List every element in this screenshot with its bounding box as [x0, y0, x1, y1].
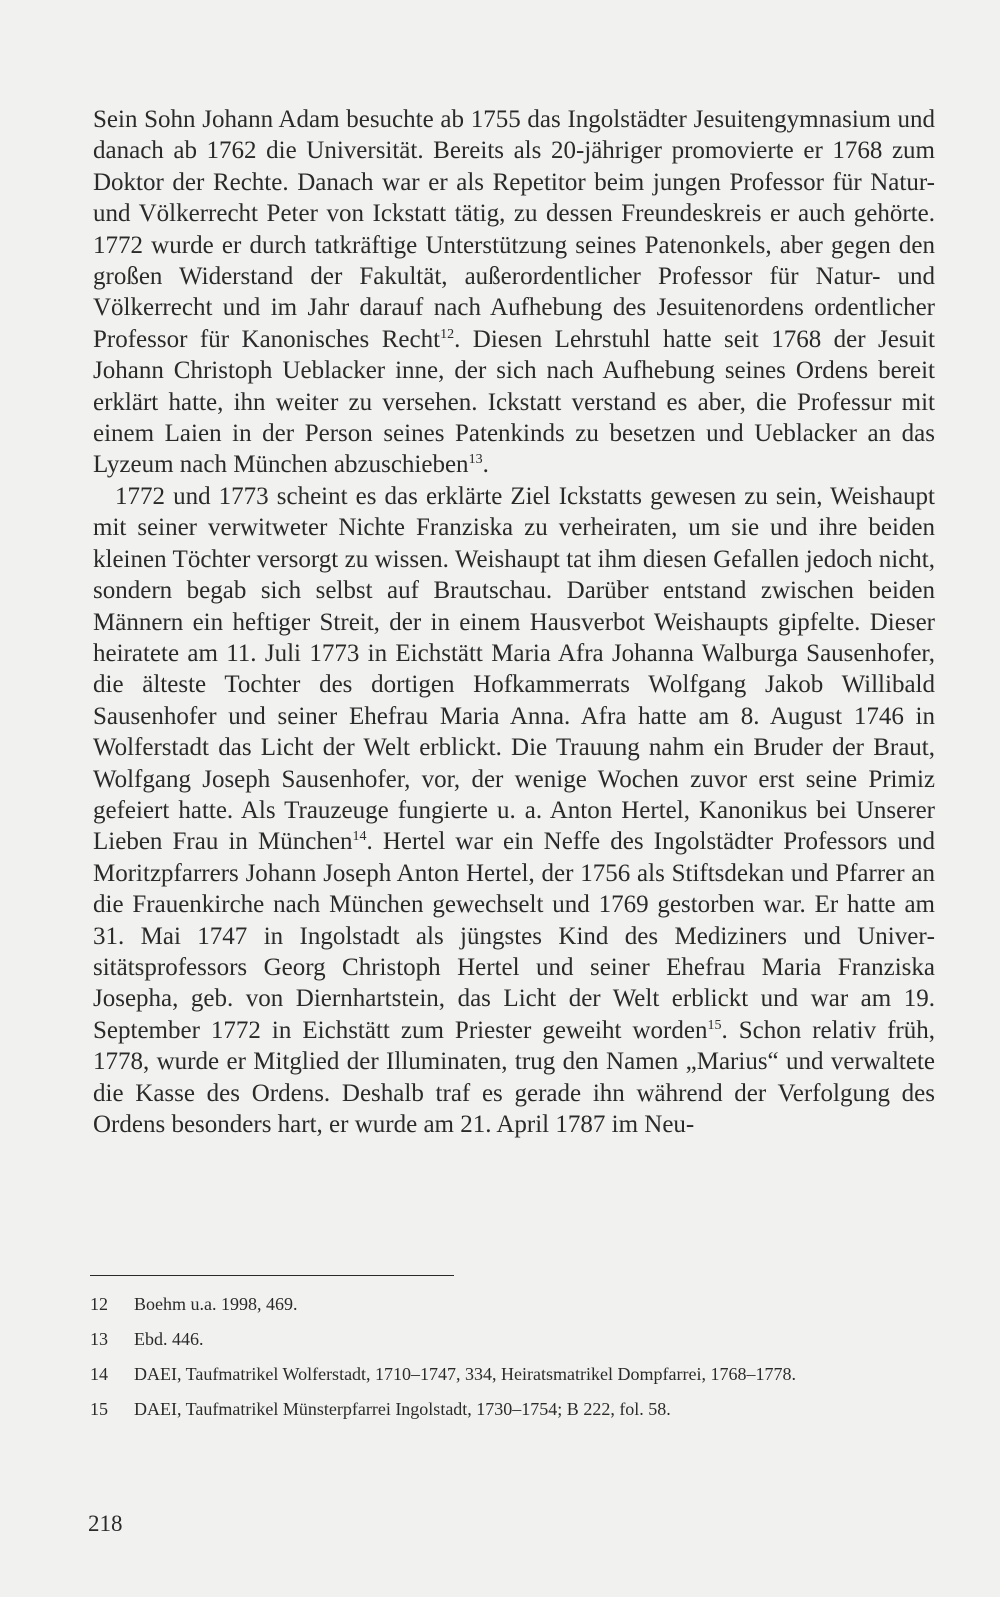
footnote-13	[90, 1328, 935, 1350]
footnote-ref-15: 15	[707, 1017, 722, 1033]
footnotes	[90, 1293, 935, 1433]
footnote-14	[90, 1363, 935, 1385]
footnote-ref-12: 12	[440, 326, 455, 342]
text-segment: 1772 und 1773 scheint es das erklärte Ziel Ickstatts gewesen zu sein, Weishaupt mit seiner verwitweter Nichte Franziska zu verheiraten, um sie und ihre beiden kleinen Töchter versorgt zu wissen. Weishaupt tat ihm diesen Gefallen jedoch nicht, sondern begab sich selbst auf Brautschau. Darüber entstand zwischen beiden Männern ein heftiger Streit, der in einem Hausverbot Weishaupts gipfelte. Dieser heiratete am 11. Juli 1773 in Eichstätt Maria Afra Johanna Walburga Sausenhofer, die älteste Tochter des dortigen Hofkammerrats Wolfgang Jakob Willibald Sausenhofer und seiner Ehefrau Maria Anna. Afra hatte am 8. August 1746 in Wolferstadt das Licht der Welt erblickt. Die Trauung nahm ein Bruder der Braut, Wolfgang Joseph Sausenhofer, vor, der wenige Wochen zuvor erst seine Primiz gefeiert hatte. Als Trauzeuge fungierte u. a. Anton Hertel, Kanonikus bei Unserer Lieben Frau in München	[93, 482, 935, 856]
footnote-number: 12	[90, 1294, 108, 1314]
footnote-text: DAEI, Taufmatrikel Wolferstadt, 1710–1747, 334, Heiratsmatrikel Dompfarrei, 1768–1778.	[134, 1364, 796, 1384]
paragraph-2	[93, 481, 935, 1141]
footnote-number: 14	[90, 1364, 108, 1384]
footnote-number: 15	[90, 1399, 108, 1419]
paragraph-1	[93, 104, 935, 481]
page-number: 218	[88, 1511, 123, 1536]
text-segment: Sein Sohn Johann Adam besuchte ab 1755 das Ingolstädter Jesuitengymnasium und danach ab 1762 die Universität. Bereits als 20-jähriger promovierte er 1768 zum Doktor der Rechte. Danach war er als Repetitor beim jungen Professor für Natur- und Völkerrecht Peter von Ickstatt tätig, zu dessen Freundeskreis er auch gehörte. 1772 wurde er durch tatkräftige Unterstützung seines Patenonkels, aber gegen den großen Widerstand der Fakultät, außerordentlicher Professor für Natur- und Völkerrecht und im Jahr darauf nach Aufhebung des Jesuitenordens ordentlicher Professor für Kanonisches Recht	[93, 106, 935, 353]
footnote-divider	[90, 1275, 454, 1276]
footnote-number: 13	[90, 1329, 108, 1349]
text-segment: . Schon relativ früh, 1778, wurde er Mitglied der Illuminaten, trug den Namen „Marius“ und verwaltete die Kasse des Ordens. Deshalb traf es gerade ihn während der Verfolgung des Ordens besonders hart, er wurde am 21. April 1787 im Neu-	[93, 1016, 935, 1138]
footnote-15	[90, 1398, 935, 1420]
footnote-text: Ebd. 446.	[134, 1329, 204, 1349]
footnote-12	[90, 1293, 935, 1315]
footnote-ref-13: 13	[468, 452, 483, 468]
footnote-text: DAEI, Taufmatrikel Münsterpfarrei Ingolstadt, 1730–1754; B 222, fol. 58.	[134, 1399, 671, 1419]
text-segment: .	[482, 451, 489, 479]
text-segment: . Diesen Lehrstuhl hatte seit 1768 der Jesuit Johann Christoph Ueblacker inne, der sich nach Aufhebung seines Ordens bereit erklärt hatte, ihn weiter zu versehen. Ickstatt verstand es aber, die Professur mit einem Laien in der Person seines Patenkinds zu besetzen und Ueblacker an das Lyzeum nach München abzuschieben	[93, 325, 935, 479]
text-segment: . Hertel war ein Neffe des Ingolstädter Professors und Moritzpfarrers Johann Joseph Anton Hertel, der 1756 als Stiftsdekan und Pfarrer an die Frauenkirche nach München gewechselt und 1769 gestorben war. Er hatte am 31. Mai 1747 in Ingolstadt als jüngstes Kind des Mediziners und Universitätsprofessors Georg Christoph Hertel und seiner Ehefrau Maria Franziska Josepha, geb. von Diernhartstein, das Licht der Welt erblickt und war am 19. September 1772 in Eichstätt zum Priester geweiht worden	[93, 828, 935, 1044]
footnote-ref-14: 14	[352, 829, 367, 845]
footnote-text: Boehm u.a. 1998, 469.	[134, 1294, 298, 1314]
body-text	[93, 104, 935, 1140]
